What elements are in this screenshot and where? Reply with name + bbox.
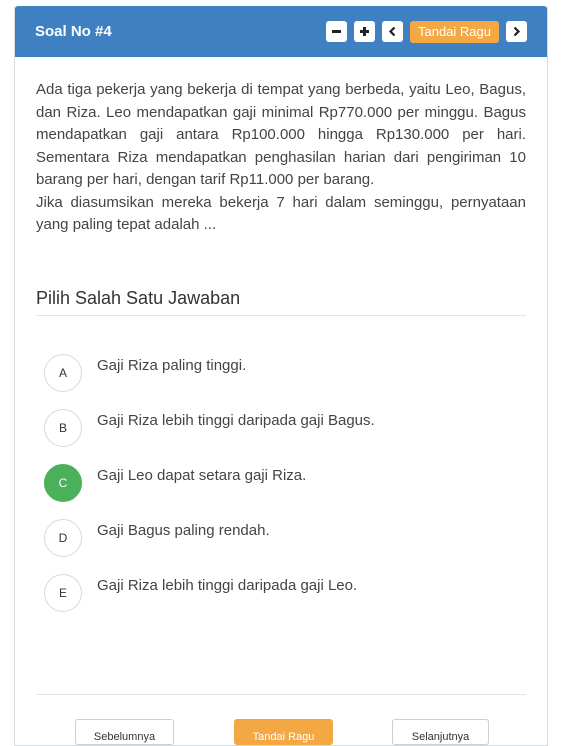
previous-button[interactable]: Sebelumnya: [75, 719, 174, 745]
option-b[interactable]: [36, 397, 526, 452]
next-question-button[interactable]: [506, 21, 527, 42]
question-header: [15, 6, 547, 57]
option-text[interactable]: Gaji Leo dapat setara gaji Riza.: [97, 466, 307, 484]
option-letter-circle[interactable]: E: [44, 574, 82, 612]
next-button[interactable]: Selanjutnya: [392, 719, 489, 745]
option-letter-circle[interactable]: B: [44, 409, 82, 447]
question-body: [15, 57, 547, 743]
question-paragraph: Ada tiga pekerja yang bekerja di tempat yang berbeda, yaitu Leo, Bagus, dan Riza. Leo mendapatkan gaji minimal Rp770.000 per minggu. Bagus mendapatkan gaji antara Rp100.000 hingga Rp130.000 per hari. Sementara Riza mendapatkan penghasilan harian dari pengiriman 10 barang per hari, dengan tarif Rp11.000 per barang.: [36, 81, 526, 188]
option-text[interactable]: Gaji Riza paling tinggi.: [97, 356, 247, 374]
option-e[interactable]: [36, 562, 526, 617]
answer-section-title: Pilih Salah Satu Jawaban: [36, 288, 526, 316]
chevron-left-icon: [387, 26, 398, 37]
font-increase-button[interactable]: [354, 21, 375, 42]
chevron-right-icon: [511, 26, 522, 37]
option-letter-circle[interactable]: D: [44, 519, 82, 557]
question-card: [14, 6, 548, 746]
tandai-ragu-button[interactable]: Tandai Ragu: [234, 719, 333, 745]
question-text: [36, 79, 526, 237]
previous-question-button[interactable]: [382, 21, 403, 42]
footer-navigation: [36, 695, 526, 743]
question-number-title: Soal No #4: [35, 23, 112, 40]
option-text[interactable]: Gaji Riza lebih tinggi daripada gaji Leo.: [97, 576, 358, 594]
option-d[interactable]: [36, 507, 526, 562]
tandai-ragu-header-button[interactable]: Tandai Ragu: [410, 21, 499, 43]
option-text[interactable]: Gaji Riza lebih tinggi daripada gaji Bagus.: [97, 411, 375, 429]
plus-icon: [359, 26, 370, 37]
option-letter-circle[interactable]: A: [44, 354, 82, 392]
minus-icon: [331, 26, 342, 37]
font-decrease-button[interactable]: [326, 21, 347, 42]
option-text[interactable]: Gaji Bagus paling rendah.: [97, 521, 270, 539]
option-c[interactable]: [36, 452, 526, 507]
question-paragraph: Jika diasumsikan mereka bekerja 7 hari dalam seminggu, pernyataan yang paling tepat adalah ...: [36, 193, 526, 233]
answer-options: [36, 342, 526, 617]
header-toolbar: [326, 21, 527, 43]
option-letter-circle-selected[interactable]: C: [44, 464, 82, 502]
option-a[interactable]: [36, 342, 526, 397]
